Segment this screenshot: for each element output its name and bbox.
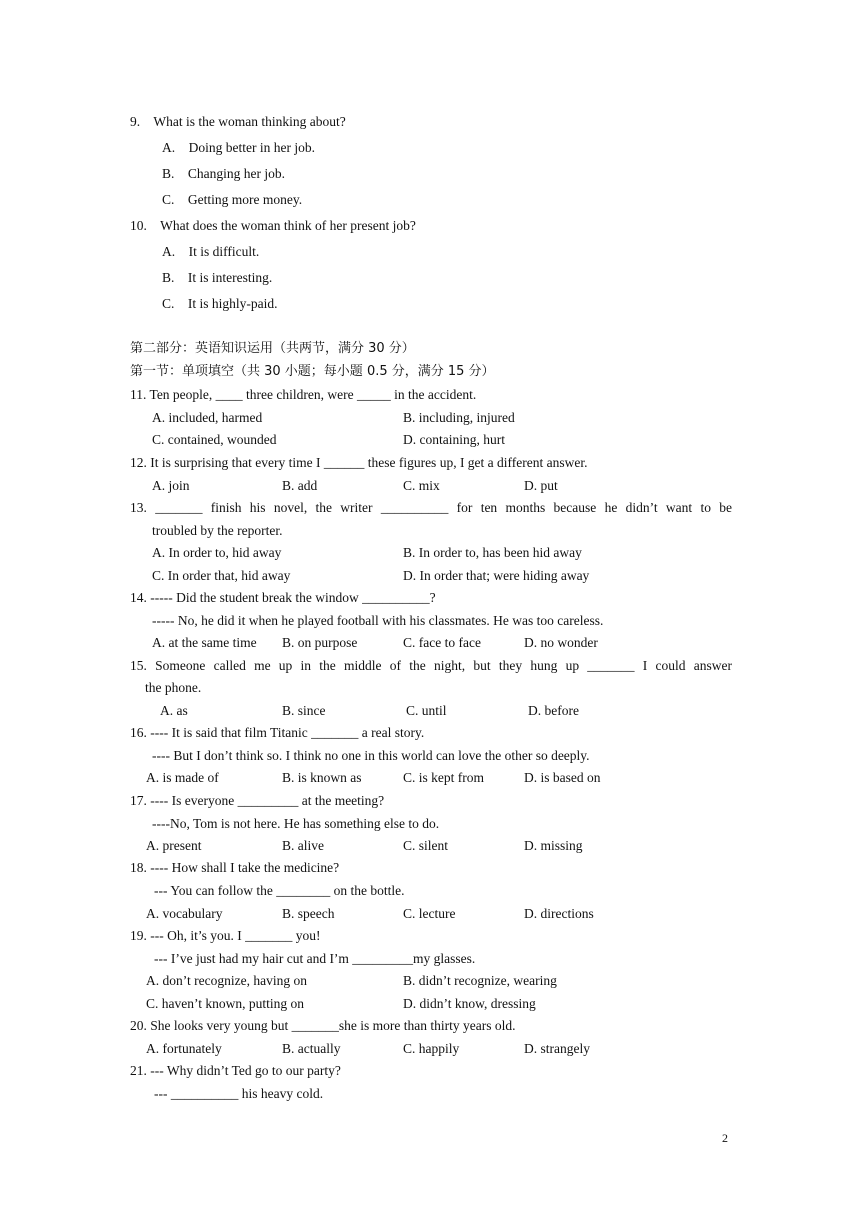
question-20 (130, 1017, 515, 1035)
option: A. is made of (146, 770, 219, 785)
question-9 (130, 113, 346, 131)
option: B. In order to, has been hid away (403, 545, 582, 560)
option: C. haven’t known, putting on (146, 996, 304, 1011)
question-number: 11. (130, 387, 147, 402)
question-number: 10. (130, 218, 147, 233)
question-text: ----- Did the student break the window __________? (150, 590, 436, 605)
option: C. face to face (403, 635, 481, 650)
question-number: 17. (130, 793, 147, 808)
option (162, 139, 315, 157)
option: A. as (160, 703, 188, 718)
question-text: ---- How shall I take the medicine? (150, 860, 340, 875)
question-number: 14. (130, 590, 147, 605)
option-text: It is interesting. (187, 270, 273, 285)
question-text: It is surprising that every time I ______ these figures up, I get a different answer. (150, 455, 588, 470)
option: A. fortunately (146, 1041, 222, 1056)
option: D. containing, hurt (403, 432, 505, 447)
option: A. vocabulary (146, 906, 223, 921)
option-text: Getting more money. (187, 192, 303, 207)
question-number: 12. (130, 455, 147, 470)
question-text: Ten people, ____ three children, were _____ in the accident. (149, 387, 477, 402)
question-13 (130, 499, 732, 517)
option: A. included, harmed (152, 410, 263, 425)
dialogue-line: --- __________ his heavy cold. (154, 1086, 324, 1101)
question-21 (130, 1062, 341, 1080)
question-text-continued: troubled by the reporter. (152, 523, 283, 538)
option: C. silent (403, 838, 449, 853)
option: D. is based on (524, 770, 601, 785)
page-number: 2 (722, 1131, 728, 1145)
question-16 (130, 724, 424, 742)
option: A. present (146, 838, 202, 853)
question-19 (130, 927, 320, 945)
dialogue-line: ----No, Tom is not here. He has something else to do. (152, 816, 440, 831)
question-text-continued: the phone. (145, 680, 202, 695)
question-18 (130, 859, 339, 877)
option: B. alive (282, 838, 324, 853)
option: D. didn’t know, dressing (403, 996, 536, 1011)
question-text: --- Oh, it’s you. I _______ you! (150, 928, 321, 943)
option: B. since (282, 703, 326, 718)
question-number: 18. (130, 860, 147, 875)
option-letter: A. (162, 244, 176, 259)
question-text: ---- It is said that film Titanic _______ a real story. (150, 725, 425, 740)
question-text: --- Why didn’t Ted go to our party? (150, 1063, 341, 1078)
option: C. until (406, 703, 447, 718)
option-text: Changing her job. (187, 166, 286, 181)
question-number: 13. (130, 500, 147, 515)
option (162, 191, 302, 209)
option: B. didn’t recognize, wearing (403, 973, 557, 988)
option: B. is known as (282, 770, 362, 785)
option: D. no wonder (524, 635, 598, 650)
option-text: Doing better in her job. (188, 140, 315, 155)
option: D. strangely (524, 1041, 590, 1056)
option: C. happily (403, 1041, 460, 1056)
question-number: 15. (130, 658, 147, 673)
dialogue-line: --- I’ve just had my hair cut and I’m _________my glasses. (154, 951, 476, 966)
option: C. mix (403, 478, 440, 493)
question-text: Someone called me up in the middle of the night, but they hung up _______ I could answer (155, 658, 733, 673)
option-text: It is difficult. (188, 244, 260, 259)
option (162, 243, 259, 261)
option: D. directions (524, 906, 594, 921)
option-letter: C. (162, 296, 175, 311)
option: C. In order that, hid away (152, 568, 291, 583)
question-11 (130, 386, 476, 404)
option-letter: B. (162, 270, 175, 285)
option: B. on purpose (282, 635, 358, 650)
question-number: 9. (130, 114, 141, 129)
question-number: 20. (130, 1018, 147, 1033)
option: D. missing (524, 838, 583, 853)
option: D. put (524, 478, 558, 493)
option (162, 165, 285, 183)
option (162, 295, 278, 313)
question-text: She looks very young but _______she is more than thirty years old. (150, 1018, 516, 1033)
part-heading: 第二部分：英语知识运用（共两节，满分 30 分） (130, 341, 415, 356)
question-number: 21. (130, 1063, 147, 1078)
dialogue-line: --- You can follow the ________ on the bottle. (154, 883, 405, 898)
question-number: 19. (130, 928, 147, 943)
option (162, 269, 272, 287)
option: B. actually (282, 1041, 341, 1056)
option: B. add (282, 478, 318, 493)
question-10 (130, 217, 416, 235)
option-letter: A. (162, 140, 176, 155)
option: A. join (152, 478, 190, 493)
question-text: What does the woman think of her present job? (160, 218, 416, 233)
dialogue-line: ----- No, he did it when he played football with his classmates. He was too careless. (152, 613, 604, 628)
option: B. speech (282, 906, 335, 921)
question-12 (130, 454, 588, 472)
option: A. In order to, hid away (152, 545, 282, 560)
option: D. before (528, 703, 579, 718)
option: A. at the same time (152, 635, 257, 650)
question-text: ---- Is everyone _________ at the meeting? (150, 793, 385, 808)
option-text: It is highly-paid. (187, 296, 278, 311)
option: C. contained, wounded (152, 432, 277, 447)
option: B. including, injured (403, 410, 515, 425)
question-14 (130, 589, 436, 607)
question-number: 16. (130, 725, 147, 740)
option: A. don’t recognize, having on (146, 973, 307, 988)
option: C. is kept from (403, 770, 484, 785)
option-letter: B. (162, 166, 175, 181)
dialogue-line: ---- But I don’t think so. I think no one in this world can love the other so deeply. (152, 748, 590, 763)
question-17 (130, 792, 384, 810)
option-letter: C. (162, 192, 175, 207)
question-15 (130, 657, 732, 675)
question-text: _______ finish his novel, the writer __________ for ten months because he didn’t want to be (155, 500, 733, 515)
option: C. lecture (403, 906, 456, 921)
option: D. In order that; were hiding away (403, 568, 590, 583)
question-text: What is the woman thinking about? (153, 114, 346, 129)
section-heading: 第一节：单项填空（共 30 小题；每小题 0.5 分，满分 15 分） (130, 364, 495, 379)
